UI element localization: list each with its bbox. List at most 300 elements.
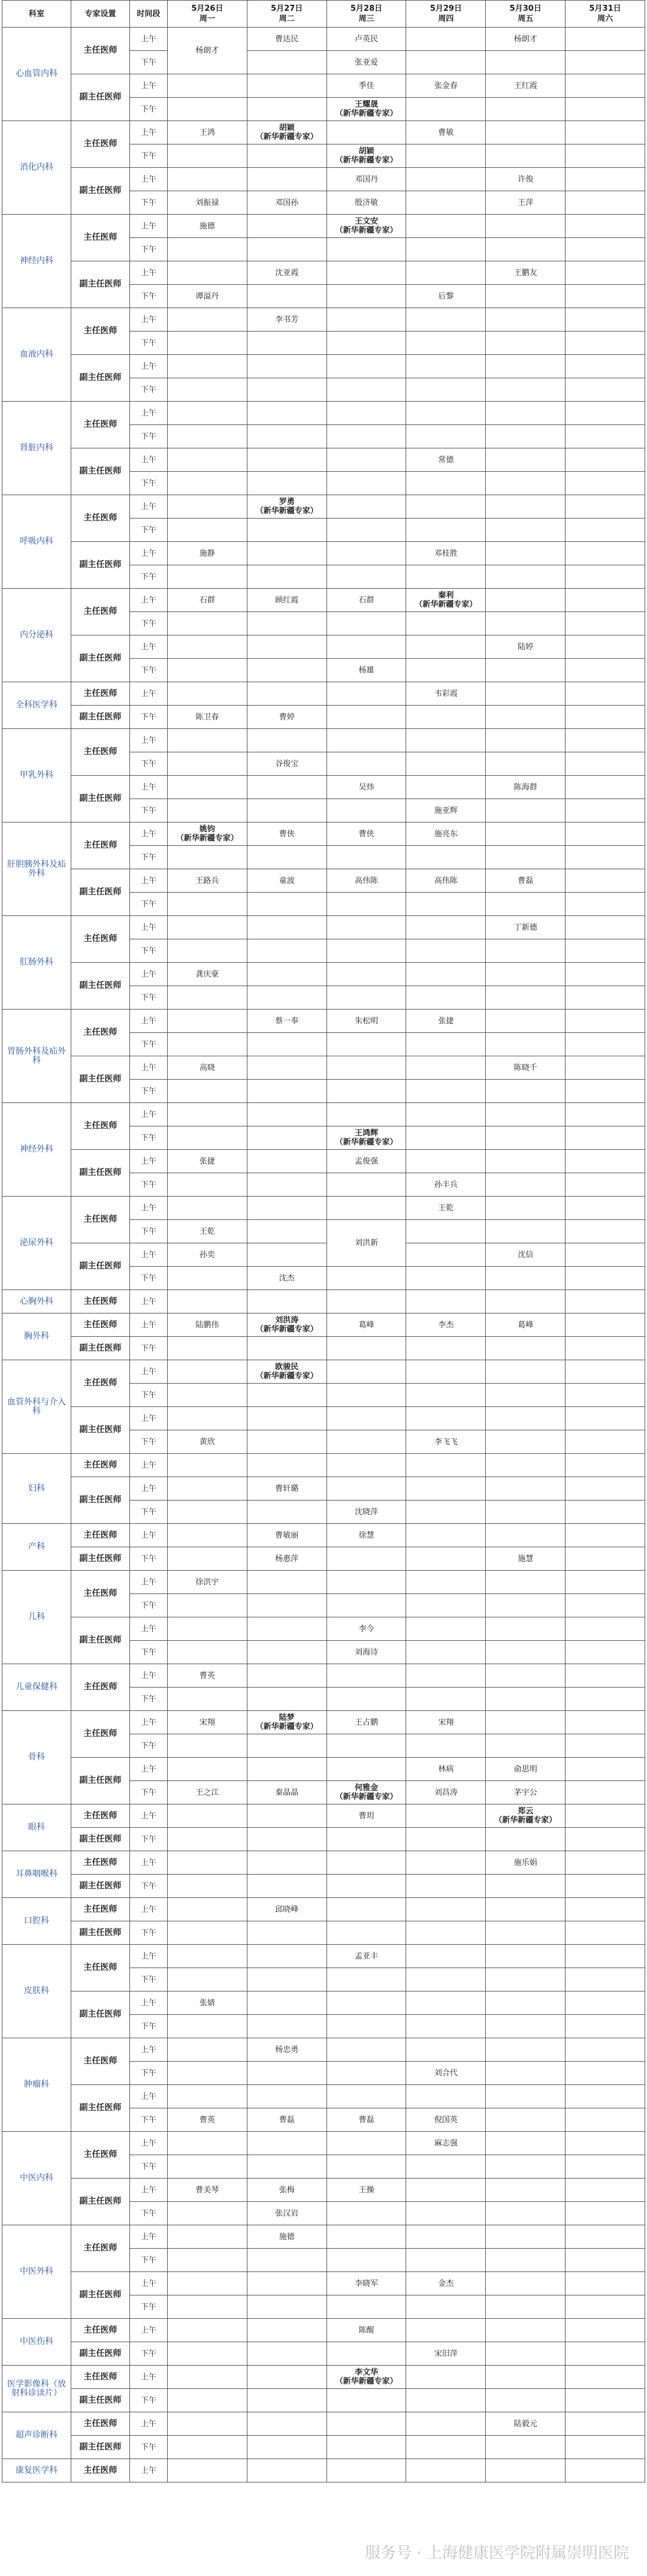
doctor-cell: 曹磊 [326,2108,406,2132]
doctor-cell [326,1875,406,1898]
time-slot: 下午 [130,2108,168,2132]
time-slot: 上午 [130,2085,168,2108]
doctor-cell [168,238,247,261]
doctor-cell [326,565,406,589]
doctor-cell [168,2436,247,2459]
time-slot: 下午 [130,332,168,355]
doctor-cell [406,2179,486,2202]
doctor-cell [566,1571,645,1594]
schedule-row [2,1804,645,1828]
doctor-cell [326,1290,406,1313]
doctor-cell [326,635,406,659]
star-suffix: （新华新疆专家） [415,600,477,609]
doctor-cell [168,799,247,822]
level-label: 主任医师 [71,1197,130,1243]
doctor-cell [406,495,486,519]
doctor-cell [486,2155,566,2179]
time-slot: 上午 [130,1103,168,1126]
doctor-cell [486,519,566,542]
header-level: 专家设置 [71,1,130,28]
doctor-cell [168,1758,247,1781]
dept-name: 中医外科 [2,2225,71,2319]
level-label: 主任医师 [71,1851,130,1875]
schedule-row [2,706,645,729]
doctor-cell [247,682,326,706]
doctor-cell [486,893,566,916]
doctor-cell [486,1220,566,1243]
time-slot: 下午 [130,565,168,589]
doctor-cell [406,1945,486,1968]
doctor-cell [566,1033,645,1056]
doctor-cell [406,1571,486,1594]
doctor-cell [566,635,645,659]
doctor-cell [486,612,566,635]
doctor-cell: 陈醒 [326,2319,406,2342]
doctor-cell [168,2062,247,2085]
dept-name: 神经外科 [2,1103,71,1197]
doctor-cell [168,2132,247,2155]
schedule-row [2,542,645,565]
level-label: 主任医师 [71,1571,130,1617]
doctor-cell [566,822,645,846]
dept-name: 耳鼻咽喉科 [2,1851,71,1898]
schedule-row [2,1851,645,1875]
doctor-cell [566,168,645,191]
level-label: 主任医师 [71,121,130,168]
doctor-cell [168,1945,247,1968]
doctor-cell [486,2225,566,2249]
doctor-cell [326,1173,406,1197]
doctor-cell [326,144,406,168]
doctor-cell [406,1080,486,1103]
doctor-cell [326,2366,406,2389]
time-slot: 下午 [130,752,168,776]
doctor-cell [168,1477,247,1501]
doctor-cell [326,425,406,448]
doctor-cell [486,2272,566,2295]
doctor-cell [247,1173,326,1197]
level-label: 副主任医师 [71,1758,130,1804]
doctor-cell: 宋旧萍 [406,2342,486,2366]
doctor-cell [247,963,326,986]
level-label: 主任医师 [71,2366,130,2389]
doctor-cell [326,402,406,425]
doctor-cell [566,215,645,238]
doctor-cell [566,2179,645,2202]
schedule-row [2,822,645,846]
doctor-cell [566,939,645,963]
doctor-cell [486,1875,566,1898]
doctor-cell: 沈亚霞 [247,261,326,285]
doctor-cell [566,1150,645,1173]
doctor-cell: 曹侠 [247,822,326,846]
doctor-cell [247,285,326,308]
schedule-row [2,2342,645,2366]
doctor-cell [566,565,645,589]
doctor-cell: 孙丰兵 [406,1173,486,1197]
doctor-cell [326,893,406,916]
header-row [2,1,645,28]
time-slot: 下午 [130,1033,168,1056]
time-slot: 上午 [130,1477,168,1501]
time-slot: 上午 [130,74,168,98]
schedule-row [2,1243,645,1267]
doctor-cell: 陈卫春 [168,706,247,729]
doctor-cell [406,98,486,121]
doctor-cell [406,1594,486,1617]
time-slot: 上午 [130,1150,168,1173]
time-slot: 上午 [130,402,168,425]
doctor-cell [326,729,406,752]
doctor-cell: 邱晓峰 [247,1898,326,1921]
doctor-cell [486,1103,566,1126]
doctor-cell [326,1921,406,1945]
schedule-row [2,355,645,378]
time-slot: 上午 [130,1360,168,1384]
doctor-cell [168,1547,247,1571]
doctor-cell [486,799,566,822]
doctor-cell [566,2272,645,2295]
time-slot: 上午 [130,1664,168,1688]
doctor-cell [486,682,566,706]
level-label: 主任医师 [71,1804,130,1828]
doctor-cell [247,916,326,939]
doctor-cell [486,939,566,963]
doctor-cell [486,1173,566,1197]
star-doctor-name: 秦利 [438,591,454,600]
schedule-table [2,0,645,2482]
header-date: 5月28日 [350,4,383,13]
star-suffix: （新华新疆专家） [335,1138,398,1147]
doctor-cell: 谭溢丹 [168,285,247,308]
doctor-cell [168,261,247,285]
doctor-cell: 李飞飞 [406,1430,486,1454]
star-doctor-name: 欧骏民 [275,1363,299,1372]
doctor-cell [566,308,645,332]
doctor-cell [486,706,566,729]
dept-name: 内分泌科 [2,589,71,682]
doctor-cell [247,1454,326,1477]
doctor-cell [566,682,645,706]
doctor-cell [168,448,247,472]
doctor-cell [566,2412,645,2436]
time-slot: 下午 [130,425,168,448]
doctor-cell [566,2342,645,2366]
doctor-cell [326,1851,406,1875]
doctor-cell: 常德 [406,448,486,472]
doctor-cell [486,332,566,355]
time-slot: 下午 [130,1734,168,1758]
doctor-cell [168,495,247,519]
doctor-cell [247,1360,326,1384]
level-label: 副主任医师 [71,2179,130,2225]
doctor-cell [247,1945,326,1968]
doctor-cell [326,1126,406,1150]
doctor-cell [486,355,566,378]
doctor-cell [168,2412,247,2436]
doctor-cell [406,1617,486,1641]
doctor-cell [566,612,645,635]
level-label: 主任医师 [71,2412,130,2436]
doctor-cell [486,121,566,144]
doctor-cell [247,1594,326,1617]
time-slot: 下午 [130,1921,168,1945]
doctor-cell: 王萍 [486,191,566,215]
doctor-cell [326,308,406,332]
doctor-cell [406,2038,486,2062]
star-doctor-name: 刘洪涛 [275,1316,299,1325]
doctor-cell [326,2412,406,2436]
doctor-cell: 徐慧 [326,1524,406,1547]
doctor-cell [326,1103,406,1126]
doctor-cell [566,2108,645,2132]
doctor-cell [247,1126,326,1150]
doctor-cell [168,1875,247,1898]
doctor-cell [406,332,486,355]
doctor-cell: 陆婷 [486,635,566,659]
header-slot: 时间段 [130,1,168,28]
doctor-cell [326,1688,406,1711]
level-label: 副主任医师 [71,635,130,682]
doctor-cell [168,1126,247,1150]
doctor-cell [566,869,645,893]
doctor-cell [566,402,645,425]
doctor-cell [168,332,247,355]
doctor-cell [566,659,645,682]
doctor-cell [406,1501,486,1524]
doctor-cell [566,2249,645,2272]
doctor-cell: 蔡一奉 [247,1010,326,1033]
doctor-cell [247,1313,326,1337]
doctor-cell: 施亚辉 [406,799,486,822]
schedule-row [2,1945,645,1968]
doctor-cell: 陆毅元 [486,2412,566,2436]
doctor-cell [326,1571,406,1594]
doctor-cell [326,2132,406,2155]
doctor-cell [486,2342,566,2366]
doctor-cell [168,2202,247,2225]
dept-name: 儿科 [2,1571,71,1664]
doctor-cell [566,729,645,752]
star-suffix: （新华新疆专家） [335,1792,398,1801]
doctor-cell [486,1617,566,1641]
star-doctor-name: 王鸿辉 [355,1129,379,1138]
doctor-cell [326,939,406,963]
doctor-cell [566,98,645,121]
level-label: 主任医师 [71,2225,130,2272]
doctor-cell [168,635,247,659]
doctor-cell [566,332,645,355]
doctor-cell [247,2342,326,2366]
doctor-cell [247,1991,326,2015]
time-slot: 下午 [130,519,168,542]
doctor-cell [247,355,326,378]
doctor-cell [326,1547,406,1571]
doctor-cell: 张捷 [168,1150,247,1173]
doctor-cell: 曹敏 [406,121,486,144]
time-slot: 下午 [130,2342,168,2366]
doctor-cell [406,28,486,51]
doctor-cell [168,308,247,332]
time-slot: 上午 [130,448,168,472]
doctor-cell [406,565,486,589]
time-slot: 上午 [130,1454,168,1477]
doctor-cell [326,98,406,121]
doctor-cell [168,893,247,916]
dept-name: 心胸外科 [2,1290,71,1313]
schedule-row [2,2366,645,2389]
doctor-cell: 张亚爱 [326,51,406,74]
doctor-cell [566,963,645,986]
doctor-cell: 石群 [168,589,247,612]
doctor-cell [326,1454,406,1477]
doctor-cell: 刘昌涛 [406,1781,486,1804]
doctor-cell [247,799,326,822]
header-date: 5月31日 [589,4,621,13]
doctor-cell [406,1828,486,1851]
doctor-cell: 朱松明 [326,1010,406,1033]
doctor-cell: 陈晓千 [486,1056,566,1080]
doctor-cell [168,1267,247,1290]
time-slot: 上午 [130,542,168,565]
level-label: 副主任医师 [71,1056,130,1103]
schedule-row [2,1337,645,1360]
doctor-cell [486,1360,566,1384]
doctor-cell [566,1337,645,1360]
doctor-cell [247,121,326,144]
doctor-cell [566,1898,645,1921]
doctor-cell [247,51,326,74]
doctor-cell [566,1758,645,1781]
star-doctor-name: 何雅金 [355,1783,379,1792]
doctor-cell [247,1968,326,1991]
doctor-cell [247,2249,326,2272]
level-label: 副主任医师 [71,2389,130,2412]
doctor-cell [566,2295,645,2319]
doctor-cell [486,2015,566,2038]
doctor-cell [486,2132,566,2155]
doctor-cell [486,1921,566,1945]
doctor-cell: 刘洪新 [326,1220,406,1267]
doctor-cell: 吴炜 [326,776,406,799]
dept-name: 肛肠外科 [2,916,71,1010]
doctor-cell [566,1220,645,1243]
schedule-row [2,1711,645,1734]
doctor-cell [406,635,486,659]
schedule-row [2,1617,645,1641]
doctor-cell [486,1126,566,1150]
doctor-cell [486,378,566,402]
level-label: 副主任医师 [71,1243,130,1290]
time-slot: 下午 [130,1384,168,1407]
doctor-cell [566,776,645,799]
doctor-cell [406,1804,486,1828]
header-weekday: 周一 [199,14,215,23]
level-label: 主任医师 [71,1898,130,1921]
doctor-cell [326,1477,406,1501]
doctor-cell [247,1407,326,1430]
doctor-cell [486,1080,566,1103]
doctor-cell [247,635,326,659]
doctor-cell: 邓国丹 [326,168,406,191]
doctor-cell [326,1758,406,1781]
doctor-cell [486,215,566,238]
doctor-cell [326,2389,406,2412]
dept-name: 肝胆胰外科及疝外科 [2,822,71,916]
doctor-cell [326,472,406,495]
doctor-cell [486,1711,566,1734]
time-slot: 上午 [130,2366,168,2389]
schedule-row [2,28,645,51]
doctor-cell [326,1080,406,1103]
doctor-cell [326,986,406,1010]
time-slot: 上午 [130,1898,168,1921]
doctor-cell [406,1337,486,1360]
header-day [566,1,645,28]
time-slot: 上午 [130,589,168,612]
doctor-cell [247,1103,326,1126]
doctor-cell: 谷俊宝 [247,752,326,776]
doctor-cell [486,1968,566,1991]
time-slot: 上午 [130,1407,168,1430]
header-weekday: 周三 [358,14,374,23]
doctor-cell [247,1080,326,1103]
doctor-cell [486,846,566,869]
doctor-cell [566,846,645,869]
doctor-cell: 曹婷 [247,706,326,729]
time-slot: 上午 [130,1851,168,1875]
dept-name: 皮肤科 [2,1945,71,2038]
doctor-cell [247,378,326,402]
time-slot: 下午 [130,1781,168,1804]
doctor-cell [326,1197,406,1220]
doctor-cell [486,986,566,1010]
schedule-row [2,2179,645,2202]
doctor-cell [566,1173,645,1197]
doctor-cell [566,2038,645,2062]
doctor-cell [566,1360,645,1384]
doctor-cell [406,2389,486,2412]
doctor-cell [247,612,326,635]
schedule-row [2,1828,645,1851]
doctor-cell [168,2155,247,2179]
time-slot: 下午 [130,98,168,121]
doctor-cell [326,2202,406,2225]
time-slot: 下午 [130,986,168,1010]
level-label: 副主任医师 [71,2085,130,2132]
doctor-cell [406,1267,486,1290]
doctor-cell: 王鹏友 [486,261,566,285]
doctor-cell [486,1524,566,1547]
doctor-cell [168,425,247,448]
dept-name: 儿童保健科 [2,1664,71,1711]
doctor-cell [168,1898,247,1921]
doctor-cell: 林病 [406,1758,486,1781]
schedule-row [2,121,645,144]
doctor-cell [168,2015,247,2038]
schedule-row [2,682,645,706]
doctor-cell [486,1501,566,1524]
doctor-cell [168,1407,247,1430]
doctor-cell: 宋翔 [168,1711,247,1734]
time-slot: 下午 [130,51,168,74]
star-suffix: （新华新疆专家） [255,507,318,516]
doctor-cell [566,1641,645,1664]
star-doctor-name: 胡颖 [358,147,374,156]
doctor-cell [566,2015,645,2038]
header-weekday: 周五 [518,14,534,23]
level-label: 主任医师 [71,1290,130,1313]
